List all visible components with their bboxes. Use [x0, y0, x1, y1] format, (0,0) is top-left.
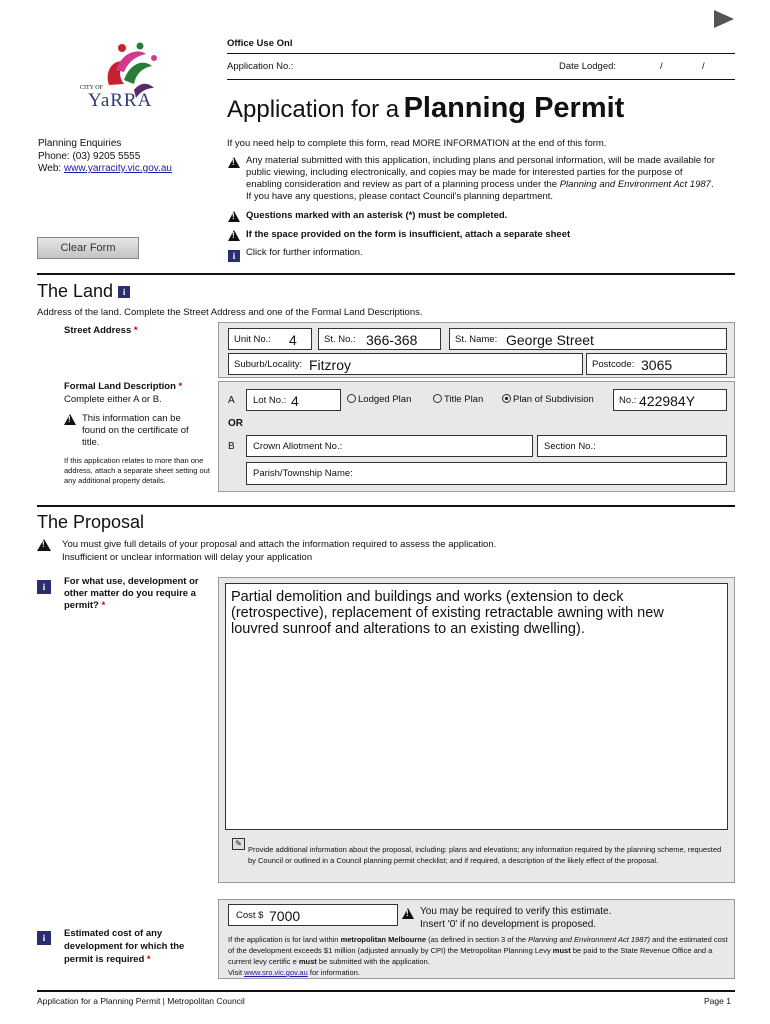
parish-field[interactable] [246, 462, 727, 485]
street-name-label: St. Name: [455, 334, 498, 345]
clear-form-button[interactable] [37, 237, 139, 259]
plan-no-value: 422984Y [639, 393, 696, 409]
asterisk-note: Questions marked with an asterisk (*) must be completed. [246, 210, 508, 221]
radio-lodged-plan[interactable] [347, 394, 411, 405]
warning-icon [228, 154, 244, 172]
info-note: Click for further information. [246, 247, 363, 258]
street-no-value: 366-368 [366, 332, 418, 348]
levy-text: for information. [309, 968, 360, 977]
cost-question-text: Estimated cost of any development for which the permit is required [64, 928, 185, 965]
cost-field[interactable] [228, 904, 398, 926]
lot-no-field[interactable] [246, 389, 341, 411]
street-name-field[interactable] [449, 328, 727, 350]
yarra-logo [74, 40, 174, 120]
levy-text: Visit [228, 968, 243, 977]
additional-info-note: Provide additional information about the proposal, including: plans and elevations; any information required by the planning scheme, requested by Council or outlined in a Council planning permit checklist; and if required, a description of the likely effect of the proposal. [248, 845, 722, 865]
cost-question: Estimated cost of any development for which the permit is required * [64, 928, 185, 965]
planning-enquiries: Planning Enquiries [38, 138, 122, 149]
title-prefix: Application for a [227, 96, 400, 123]
suburb-value: Fitzroy [309, 357, 351, 373]
website-link[interactable]: www.yarracity.vic.gov.au [63, 163, 172, 174]
levy-text: and the estimated cost of the development exceeds $1 million (adjusted annually by CPI) the Metropolitan Planning Levy [228, 935, 728, 955]
section-no-label: Section No.: [544, 441, 596, 452]
lot-no-label: Lot No.: [253, 395, 287, 406]
levy-text: If the application is for land within [228, 935, 339, 944]
crown-allotment-field[interactable] [246, 435, 533, 457]
unit-no-field[interactable] [228, 328, 312, 350]
warning-icon [402, 905, 418, 923]
verify-line-1: You may be required to verify this estimate. [420, 906, 612, 917]
use-answer-text: Partial demolition and buildings and works (extension to deck (retrospective), replacement of existing retractable awning with new louvred sunroof and alterations to an existing dwelling). [231, 589, 664, 637]
street-no-label: St. No.: [324, 334, 356, 345]
help-text: If you need help to complete this form, read MORE INFORMATION at the end of this form. [227, 138, 607, 149]
use-answer-field[interactable] [225, 583, 728, 830]
verify-line-2: Insert '0' if no development is proposed. [420, 919, 597, 930]
postcode-field[interactable] [586, 353, 727, 375]
section-no-field[interactable] [537, 435, 727, 457]
street-address-text: Street Address [64, 325, 132, 336]
notice-text: Any material submitted with this application, including plans and personal information, will be made available for public viewing, including electronically, and copies may be made for interested parties for the purpose of enabling consideration and review as part of a planning process under the [246, 155, 715, 190]
suburb-label: Suburb/Locality: [234, 359, 303, 370]
web-line [38, 163, 172, 174]
footer-left: Application for a Planning Permit | Metropolitan Council [37, 996, 245, 1006]
logo-name-text: YaRRA [88, 90, 153, 111]
land-description: Address of the land. Complete the Street Address and one of the Formal Land Descriptions. [37, 307, 423, 318]
land-heading [37, 281, 130, 302]
next-page-icon[interactable] [714, 10, 734, 28]
warning-icon [37, 537, 55, 555]
option-a-label: A [228, 395, 235, 406]
levy-must: must [552, 946, 571, 955]
option-b-label: B [228, 441, 235, 452]
suburb-field[interactable] [228, 353, 583, 375]
radio-lodged-label: Lodged Plan [358, 394, 412, 405]
plan-no-label: No.: [619, 395, 637, 406]
levy-act: Planning and Environment Act 1987) [528, 935, 651, 944]
office-use-label: Office Use Onl [227, 38, 293, 49]
land-heading-text: The Land [37, 281, 114, 301]
lot-no-value: 4 [291, 393, 299, 409]
radio-title-label: Title Plan [444, 394, 484, 405]
notice-text-end: . If you have any questions, please contact Council's planning department. [246, 179, 714, 202]
sro-link[interactable]: www.sro.vic.gov.au [244, 968, 308, 977]
cost-label: Cost $ [236, 910, 264, 921]
page-title [227, 92, 624, 125]
levy-note [228, 934, 728, 978]
warning-icon [64, 411, 80, 429]
web-label: Web: [38, 163, 62, 174]
parish-label: Parish/Township Name: [253, 468, 353, 479]
notice-act: Planning and Environment Act 1987 [559, 179, 711, 190]
phone: Phone: (03) 9205 5555 [38, 151, 141, 162]
radio-title-plan[interactable] [433, 394, 483, 405]
proposal-heading: The Proposal [37, 512, 145, 532]
multi-address-note: If this application relates to more than one address, attach a separate sheet setting out any additional property details. [64, 456, 210, 485]
warning-icon [228, 208, 244, 226]
proposal-warning-1: You must give full details of your proposal and attach the information required to assess the application. [62, 539, 497, 550]
certificate-note: This information can be found on the certificate of title. [82, 413, 189, 448]
logo-city-text: CITY OF [80, 85, 103, 91]
proposal-warning-2: Insufficient or unclear information will delay your application [62, 552, 313, 563]
postcode-label: Postcode: [592, 359, 635, 370]
levy-must: must [298, 957, 317, 966]
warning-icon [228, 227, 244, 245]
or-label: OR [228, 418, 243, 429]
application-no-label: Application No.: [227, 61, 294, 72]
info-icon[interactable]: i [228, 246, 240, 264]
cost-value: 7000 [269, 908, 301, 924]
formal-land-text: Formal Land Description [64, 381, 176, 392]
info-icon[interactable]: i [37, 928, 51, 946]
street-name-value: George Street [506, 332, 594, 348]
postcode-value: 3065 [641, 357, 673, 373]
date-lodged-label: Date Lodged: [559, 61, 617, 72]
page-number: Page 1 [704, 996, 731, 1006]
unit-no-value: 4 [289, 332, 297, 348]
radio-subdivision-label: Plan of Subdivision [513, 394, 594, 405]
info-icon[interactable]: i [37, 577, 51, 595]
use-question-text: For what use, development or other matter do you require a permit? [64, 576, 199, 611]
use-question: For what use, development or other matter do you require a permit? * [64, 576, 199, 611]
levy-metro: metropolitan Melbourne [340, 935, 426, 944]
crown-allotment-label: Crown Allotment No.: [253, 441, 343, 452]
unit-no-label: Unit No.: [234, 334, 271, 345]
street-no-field[interactable] [318, 328, 441, 350]
formal-land-label: Formal Land Description * [64, 381, 183, 392]
formal-land-sub: Complete either A or B. [64, 394, 162, 405]
levy-text: e [292, 957, 297, 966]
space-note: If the space provided on the form is insufficient, attach a separate sheet [246, 229, 571, 240]
date-separator: / [660, 61, 663, 72]
date-separator: / [702, 61, 705, 72]
pencil-icon: ✎ [232, 838, 245, 850]
street-address-label: Street Address * [64, 325, 138, 336]
public-notice [246, 155, 716, 203]
title-main: Planning Permit [403, 92, 625, 124]
radio-plan-of-subdivision[interactable] [502, 394, 594, 405]
plan-no-field[interactable] [613, 389, 727, 411]
clear-form-label: Clear Form [60, 242, 116, 254]
info-icon[interactable]: i [118, 286, 130, 298]
levy-text: (as defined in section 3 of the [428, 935, 527, 944]
levy-text: be submitted with the application. [318, 957, 430, 966]
levy-text: be paid to the State Revenue Office and a current levy certific [228, 946, 713, 966]
